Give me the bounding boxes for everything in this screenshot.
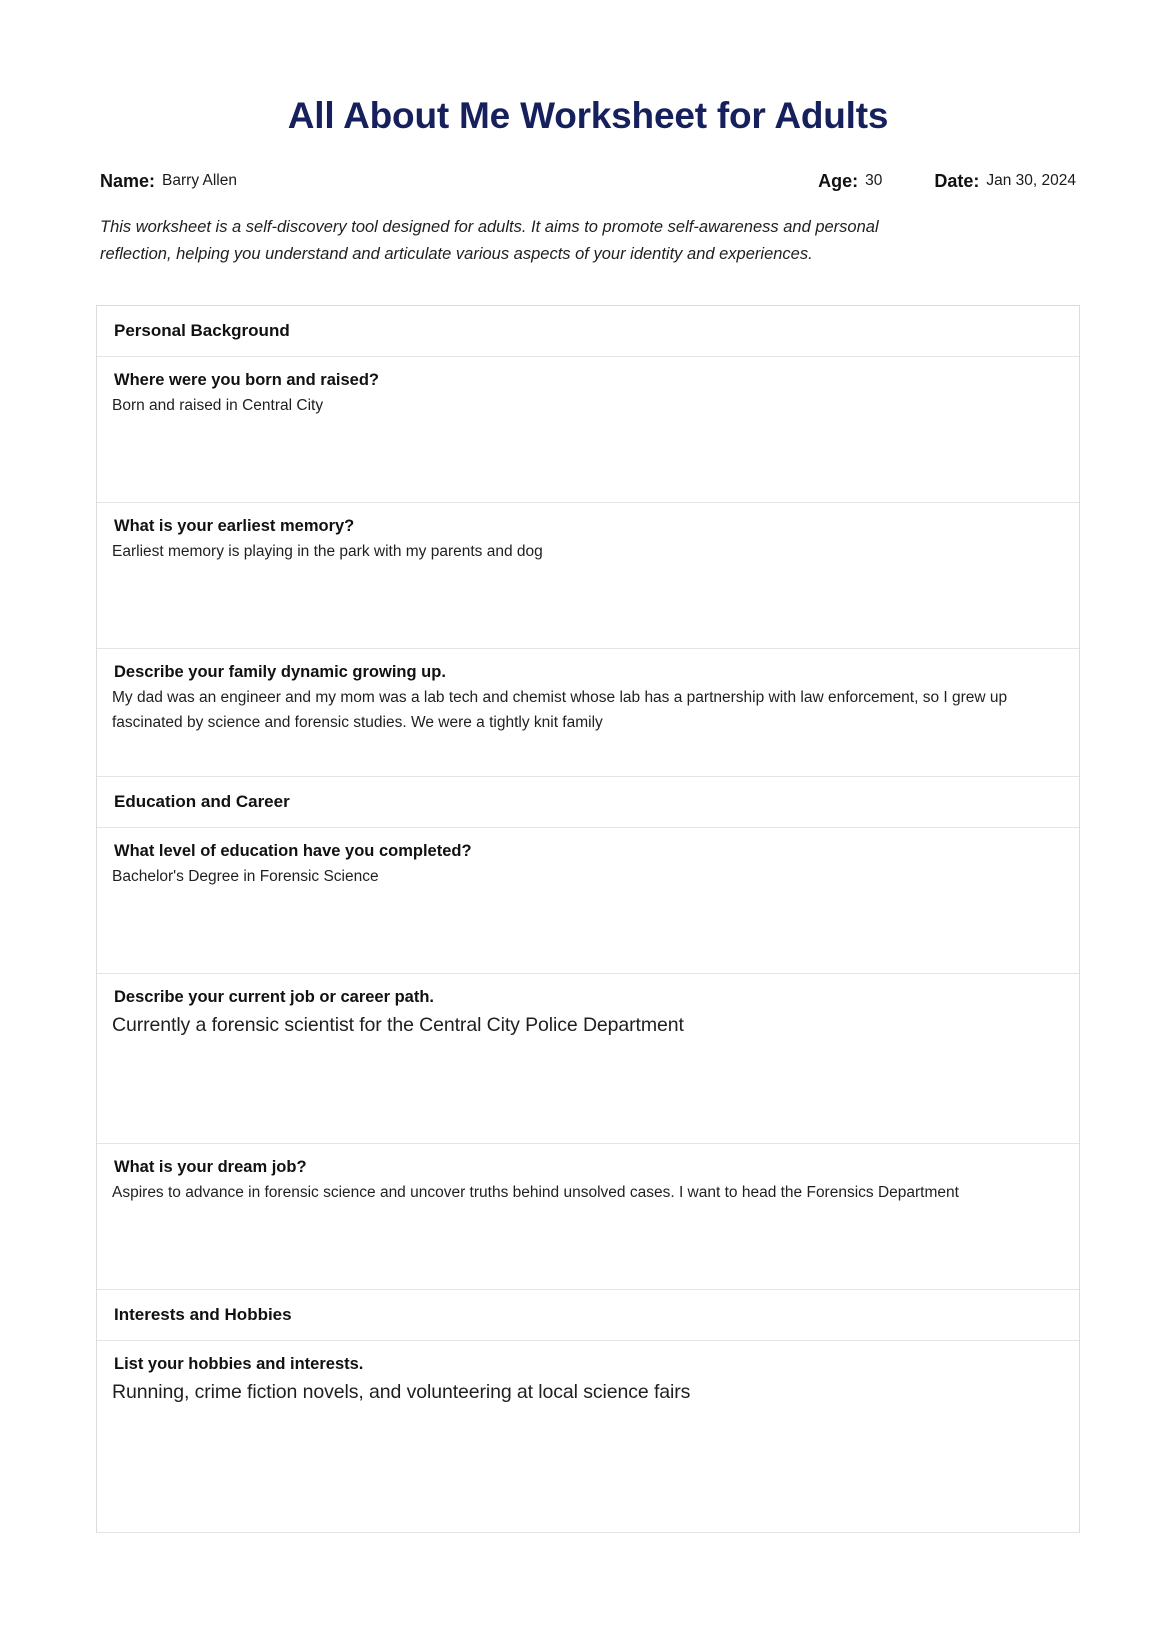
- answer-text[interactable]: Running, crime fiction novels, and volunteering at local science fairs: [112, 1380, 691, 1403]
- qa-row[interactable]: [97, 503, 1079, 649]
- qa-row[interactable]: [97, 1341, 1079, 1533]
- question-text: Describe your current job or career path.: [114, 987, 435, 1006]
- page-title: All About Me Worksheet for Adults: [287, 95, 889, 136]
- name-label: Name:: [100, 171, 156, 192]
- answer-text[interactable]: Currently a forensic scientist for the Central City Police Department: [112, 1013, 684, 1036]
- section-header-interests-and-hobbies: [97, 1290, 1079, 1341]
- date-field: [934, 171, 1076, 192]
- answer-text[interactable]: Earliest memory is playing in the park with my parents and dog: [112, 542, 543, 560]
- qa-row[interactable]: [97, 1144, 1079, 1290]
- qa-row[interactable]: [97, 357, 1079, 503]
- question-text: Where were you born and raised?: [114, 370, 379, 389]
- date-value[interactable]: Jan 30, 2024: [986, 172, 1076, 190]
- worksheet-table: [96, 305, 1080, 1533]
- age-value[interactable]: 30: [865, 172, 883, 190]
- answer-text[interactable]: My dad was an engineer and my mom was a lab tech and chemist whose lab has a partnership with law enforcement, so I grew up fascinated by science and forensic studies. We were a tightly knit family: [112, 688, 1008, 731]
- qa-row[interactable]: [97, 649, 1079, 777]
- answer-text[interactable]: Aspires to advance in forensic science and uncover truths behind unsolved cases. I want to head the Forensics Department: [112, 1183, 959, 1201]
- section-header-personal-background: [97, 306, 1079, 357]
- answer-text[interactable]: Born and raised in Central City: [112, 396, 324, 414]
- question-text: What level of education have you completed?: [114, 841, 472, 860]
- section-header-label: Education and Career: [114, 791, 290, 811]
- section-header-label: Interests and Hobbies: [114, 1304, 292, 1324]
- name-value[interactable]: Barry Allen: [162, 172, 237, 190]
- question-text: What is your dream job?: [114, 1157, 307, 1176]
- name-field: [100, 171, 237, 192]
- age-field: [818, 171, 882, 192]
- qa-row[interactable]: [97, 974, 1079, 1144]
- question-text: What is your earliest memory?: [114, 516, 355, 535]
- qa-row[interactable]: [97, 828, 1079, 974]
- question-text: List your hobbies and interests.: [114, 1354, 364, 1373]
- section-header-label: Personal Background: [114, 320, 290, 340]
- worksheet-meta-row: [96, 171, 1080, 192]
- answer-text[interactable]: Bachelor's Degree in Forensic Science: [112, 867, 379, 885]
- age-label: Age:: [818, 171, 859, 192]
- date-label: Date:: [934, 171, 980, 192]
- worksheet-description: This worksheet is a self-discovery tool designed for adults. It aims to promote self-awareness and personal reflection, helping you understand and articulate various aspects of your identity and experiences.: [100, 218, 879, 264]
- question-text: Describe your family dynamic growing up.: [114, 662, 446, 681]
- section-header-education-and-career: [97, 777, 1079, 828]
